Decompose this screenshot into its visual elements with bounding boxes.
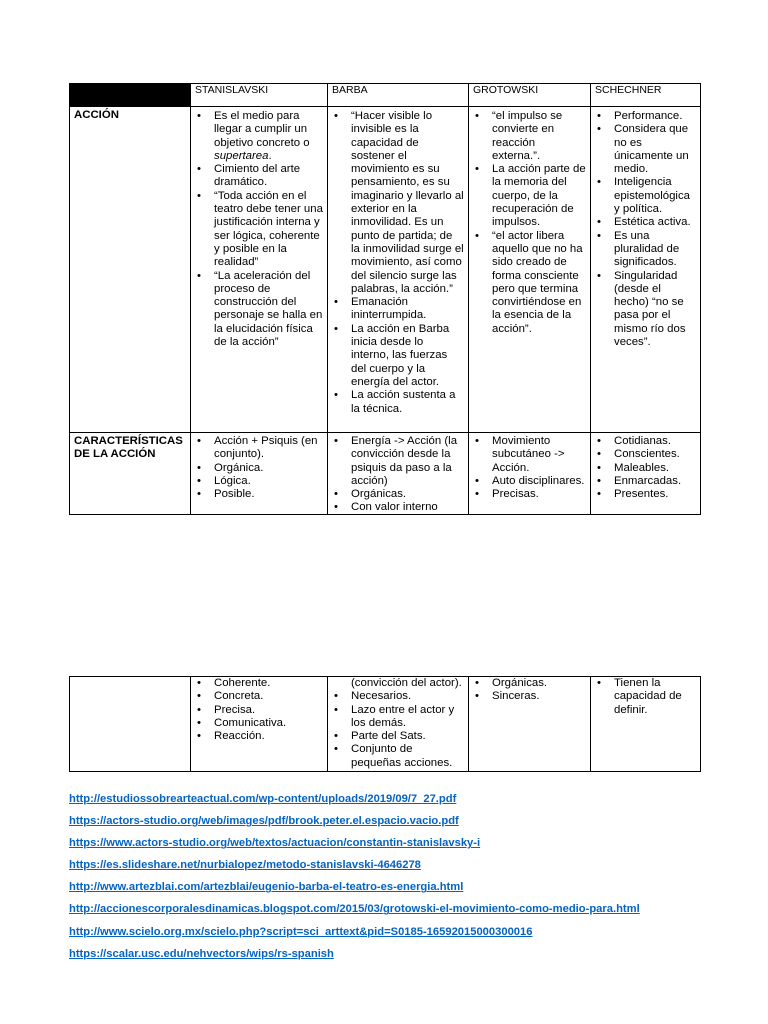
cell-caract-schechner [591,433,701,515]
list-item: • Sinceras. [469,690,590,703]
reference-link[interactable]: https://actors-studio.org/web/images/pdf/brook.peter.el.espacio.vacio.pdf [69,815,459,828]
list-item: • Coherente. [191,677,327,690]
list-item: • Conjunto de pequeñas acciones. [328,743,468,770]
table-row-accion [70,107,701,433]
list-item: • Singularidad (desde el hecho) “no se pasa por el mismo río dos veces”. [591,270,700,350]
cell-accion-barba [328,107,469,433]
table-row-caracteristicas [70,433,701,515]
list-item: • Cotidianas. [591,435,700,448]
list-item: • Acción + Psiquis (en conjunto). [191,435,327,462]
list-item: • Enmarcadas. [591,475,700,488]
table-header-row [70,84,701,107]
header-stanislavski: STANISLAVSKI [191,84,328,107]
reference-link[interactable]: https://www.actors-studio.org/web/textos/actuacion/constantin-stanislavsky-i [69,837,481,850]
list-item: • “el actor libera aquello que no ha sido creado de forma consciente pero que termina convirtiéndose en la esencia de la acción”. [469,230,590,336]
list-item: • Lazo entre el actor y los demás. [328,704,468,731]
list-item: • Posible. [191,488,327,501]
list-item: • Es una pluralidad de significados. [591,230,700,270]
list-item: • Performance. [591,110,700,123]
comparison-table [69,83,701,515]
list-item: • Lógica. [191,475,327,488]
list-item: • Concreta. [191,690,327,703]
list-item: • La acción parte de la memoria del cuerpo, de la recuperación de impulsos. [469,163,590,229]
list-item: • Orgánica. [191,462,327,475]
reference-link[interactable]: https://es.slideshare.net/nurbialopez/metodo-stanislavski-4646278 [69,859,421,872]
list-item: • Con valor interno [328,501,468,512]
reference-link[interactable]: http://estudiossobrearteactual.com/wp-content/uploads/2019/09/7_27.pdf [69,793,457,805]
reference-link[interactable]: http://accionescorporalesdinamicas.blogspot.com/2015/03/grotowski-el-movimiento-como-medio-para.html [69,903,640,916]
list-item: • Auto disciplinares. [469,475,590,488]
cell-caract-stanislavski [191,433,328,515]
list-item: • Conscientes. [591,448,700,461]
list-item [191,110,327,163]
list-item: • Cimiento del arte dramático. [191,163,327,190]
list-item: • Movimiento subcutáneo -> Acción. [469,435,590,475]
reference-links [69,793,749,970]
list-item: • Reacción. [191,730,327,743]
cell-caract-grotowski [469,433,591,515]
list-item: • “Toda acción en el teatro debe tener una justificación interna y ser lógica, coherente y posible en la realidad” [191,190,327,270]
continued-text: (convicción del actor). [351,677,462,689]
cell-caract-barba [328,433,469,515]
reference-link[interactable]: http://www.scielo.org.mx/scielo.php?script=sci_arttext&pid=S0185-16592015000300016 [69,925,533,938]
list-item: • La acción en Barba inicia desde lo interno, las fuerzas del cuerpo y la energía del actor. [328,323,468,389]
header-schechner: SCHECHNER [591,84,701,107]
list-item: • Presentes. [591,488,700,501]
list-item: • Inteligencia epistemológica y política. [591,176,700,216]
cell-accion-schechner [591,107,701,433]
list-item: • La acción sustenta a la técnica. [328,389,468,416]
list-item: • Estética activa. [591,216,700,229]
cell-cont-schechner [591,677,701,772]
list-item: • “el impulso se convierte en reacción externa.”. [469,110,590,163]
header-grotowski: GROTOWSKI [469,84,591,107]
table-row-continued [70,677,701,772]
row-label-caracteristicas: CARACTERÍSTICAS DE LA ACCIÓN [70,433,191,515]
cell-cont-grotowski [469,677,591,772]
cell-cont-stanislavski [191,677,328,772]
row-label-accion: ACCIÓN [70,107,191,433]
header-barba: BARBA [328,84,469,107]
list-item: • Orgánicas. [469,677,590,690]
list-item: • “Hacer visible lo invisible es la capacidad de sostener el movimiento es su pensamiento, es su imaginario y llevarlo al exterior en la inmovilidad. Es un punto de partida; de la inmovilidad surge el movimiento, así como del silencio surge las palabras, la acción.” [328,110,468,296]
list-item: • Tienen la capacidad de definir. [591,677,700,717]
list-item: • Comunicativa. [191,717,327,730]
list-item: • Parte del Sats. [328,730,468,743]
list-item: • Precisa. [191,704,327,717]
cell-accion-grotowski [469,107,591,433]
list-item: • Considera que no es únicamente un medio. [591,123,700,176]
list-item: • Emanación ininterrumpida. [328,296,468,323]
italic-term: supertarea [214,149,269,162]
list-item: • “La aceleración del proceso de construcción del personaje se halla en la elucidación física de la acción” [191,270,327,350]
list-item: • Necesarios. [328,690,468,703]
cell-continued-label [70,677,191,772]
list-item: • Orgánicas. [328,488,468,501]
cell-accion-stanislavski [191,107,328,433]
header-corner-cell [70,84,191,107]
cell-cont-barba [328,677,469,772]
list-item: • Energía -> Acción (la convicción desde la psiquis da paso a la acción) [328,435,468,488]
list-item: • Maleables. [591,462,700,475]
list-item-text: Es el medio para llegar a cumplir un objetivo concreto o supertarea. [214,110,310,162]
reference-link[interactable]: https://scalar.usc.edu/nehvectors/wips/rs-spanish [69,947,334,960]
list-item: • Precisas. [469,488,590,501]
comparison-table-continued [69,676,701,772]
reference-link[interactable]: http://www.artezblai.com/artezblai/eugenio-barba-el-teatro-es-energia.html [69,881,464,894]
